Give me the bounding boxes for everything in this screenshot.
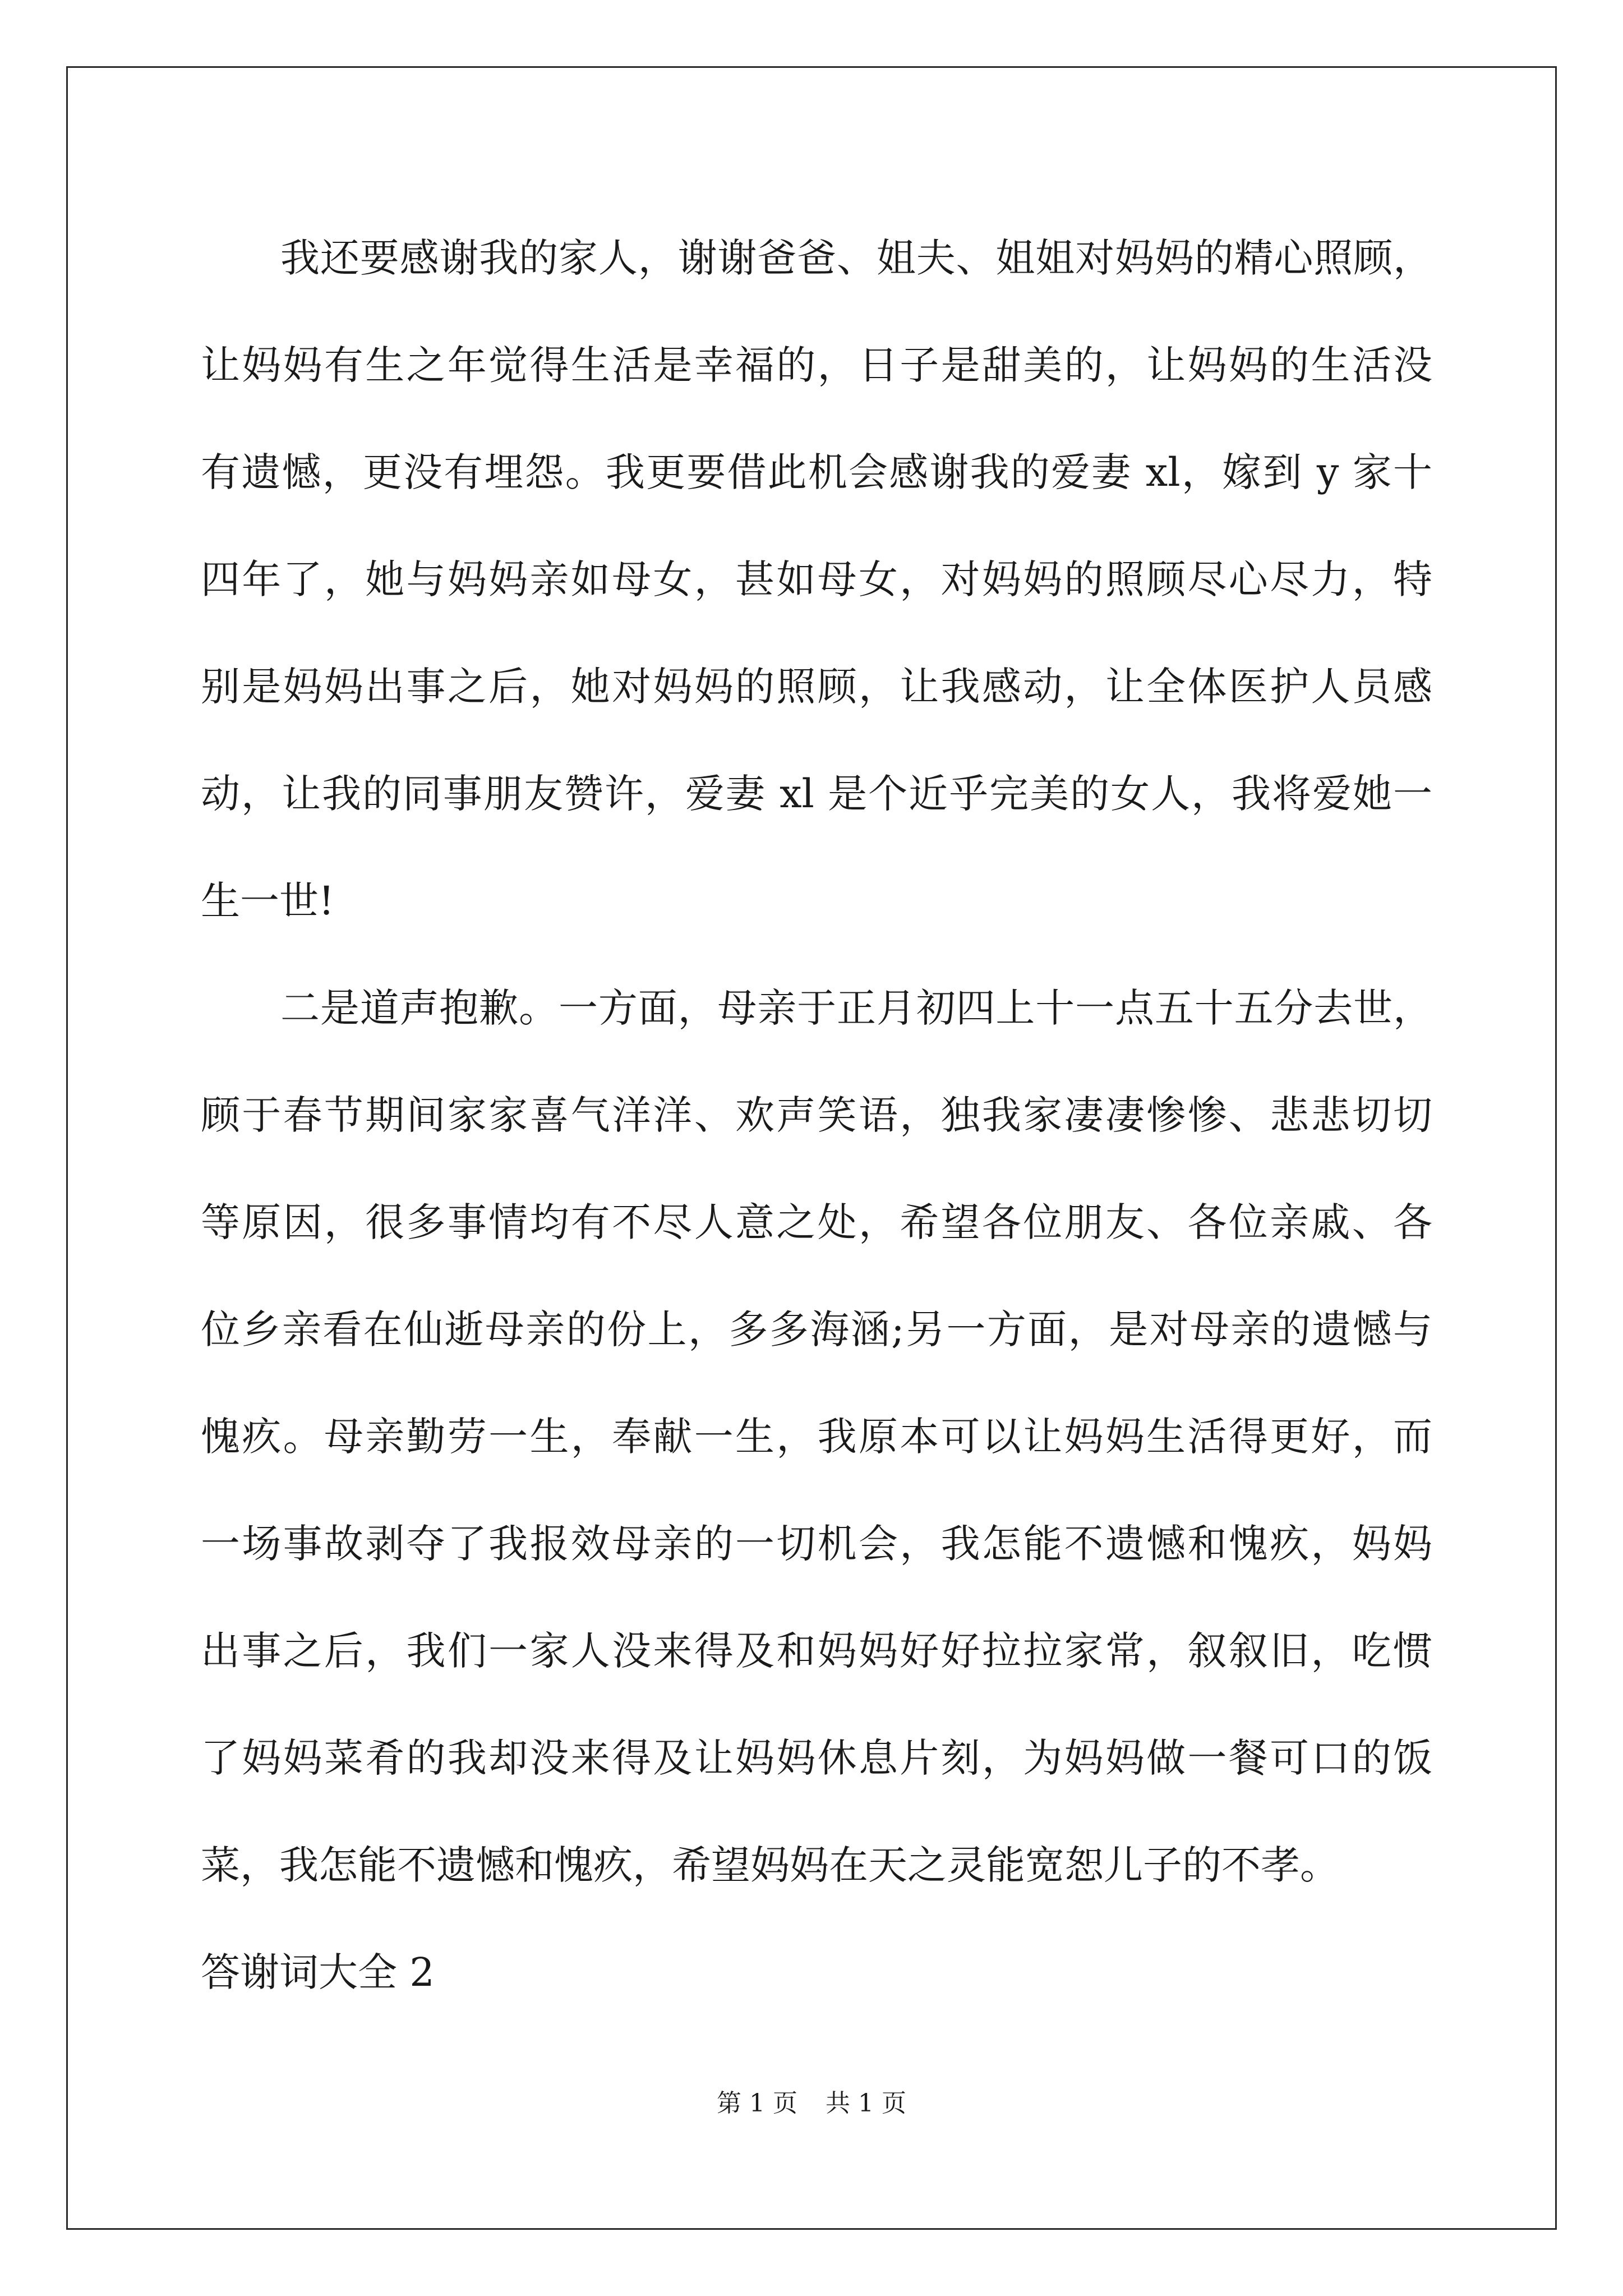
text-line: 位乡亲看在仙逝母亲的份上，多多海涵;另一方面，是对母亲的遗憾与 <box>201 1306 1432 1352</box>
page-number: 第 1 页 <box>717 2089 797 2118</box>
section-heading: 答谢词大全 2 <box>201 1949 435 1995</box>
text-line: 出事之后，我们一家人没来得及和妈妈好好拉拉家常，叙叙旧，吃惯 <box>201 1628 1432 1674</box>
paragraph-2 <box>201 955 1432 1919</box>
text-line: 二是道声抱歉。一方面，母亲于正月初四上十一点五十五分去世， <box>280 985 1432 1031</box>
text-line: 别是妈妈出事之后，她对妈妈的照顾，让我感动，让全体医护人员感 <box>201 664 1432 710</box>
text-line: 愧疚。母亲勤劳一生，奉献一生，我原本可以让妈妈生活得更好，而 <box>201 1414 1432 1460</box>
text-line: 等原因，很多事情均有不尽人意之处，希望各位朋友、各位亲戚、各 <box>201 1199 1432 1245</box>
page-total: 共 1 页 <box>826 2089 906 2118</box>
text-line: 有遗憾，更没有埋怨。我更要借此机会感谢我的爱妻 xl，嫁到 y 家十 <box>201 449 1432 495</box>
text-line: 我还要感谢我的家人，谢谢爸爸、姐夫、姐姐对妈妈的精心照顾， <box>280 235 1432 281</box>
text-line: 菜，我怎能不遗憾和愧疚，希望妈妈在天之灵能宽恕儿子的不孝。 <box>201 1842 1339 1888</box>
paragraph-1 <box>201 205 1432 955</box>
page-footer <box>0 2087 1623 2120</box>
text-line: 一场事故剥夺了我报效母亲的一切机会，我怎能不遗憾和愧疚，妈妈 <box>201 1521 1432 1567</box>
text-line: 了妈妈菜肴的我却没来得及让妈妈休息片刻，为妈妈做一餐可口的饭 <box>201 1735 1432 1781</box>
text-line: 四年了，她与妈妈亲如母女，甚如母女，对妈妈的照顾尽心尽力，特 <box>201 556 1432 602</box>
document-body <box>201 205 1432 2026</box>
text-line: 顾于春节期间家家喜气洋洋、欢声笑语，独我家凄凄惨惨、悲悲切切 <box>201 1092 1432 1138</box>
text-line: 让妈妈有生之年觉得生活是幸福的，日子是甜美的，让妈妈的生活没 <box>201 342 1432 388</box>
text-line: 生一世! <box>201 878 335 924</box>
text-line: 动，让我的同事朋友赞许，爱妻 xl 是个近乎完美的女人，我将爱她一 <box>201 771 1432 817</box>
